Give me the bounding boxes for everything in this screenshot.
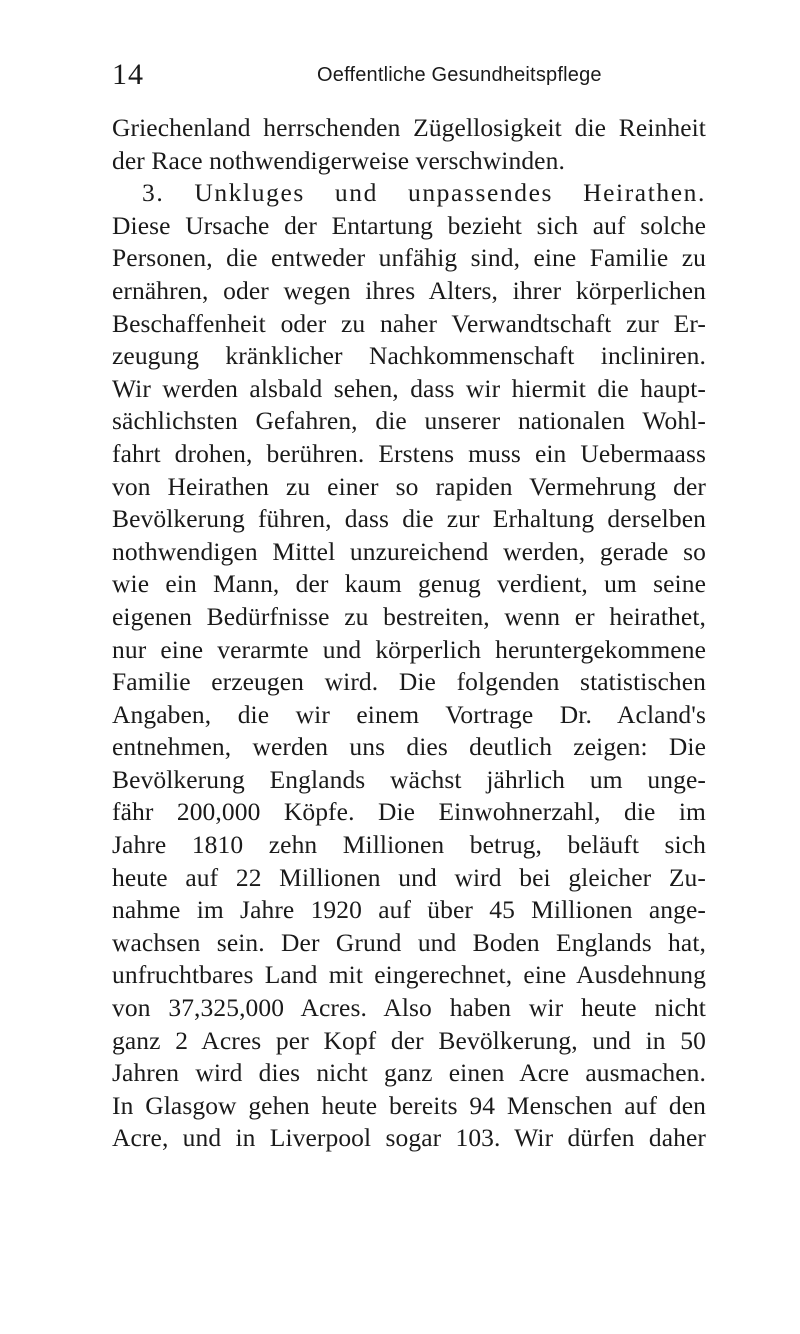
- text-line: unfruchtbares Land mit eingerechnet, eine Ausdehnung: [112, 960, 706, 990]
- text-line: nur eine verarmte und körperlich heruntergekommene: [112, 634, 706, 664]
- text-line: von 37,325,000 Acres. Also haben wir heute nicht: [112, 993, 706, 1023]
- text-line: fähr 200,000 Köpfe. Die Einwohnerzahl, die im: [112, 797, 706, 827]
- text-line: sächlichsten Gefahren, die unserer nationalen Wohl-: [112, 406, 706, 436]
- section-heading-line: 3. Unkluges und unpassendes Heirathen.: [142, 178, 706, 208]
- text-line: Angaben, die wir einem Vortrage Dr. Acland's: [112, 699, 706, 729]
- text-line: von Heirathen zu einer so rapiden Vermehrung der: [112, 471, 706, 501]
- text-line: nothwendigen Mittel unzureichend werden, gerade so: [112, 536, 706, 566]
- text-line: heute auf 22 Millionen und wird bei gleicher Zu-: [112, 862, 706, 892]
- page-number: 14: [112, 58, 144, 91]
- text-line: wie ein Mann, der kaum genug verdient, um seine: [112, 569, 706, 599]
- text-line: Acre, und in Liverpool sogar 103. Wir dürfen daher: [112, 1123, 706, 1153]
- text-line: zeugung kränklicher Nachkommenschaft incliniren.: [112, 341, 706, 371]
- page-header: [112, 56, 702, 96]
- body-text: [112, 112, 706, 1155]
- text-line: In Glasgow gehen heute bereits 94 Menschen auf den: [112, 1090, 706, 1120]
- text-line: ernähren, oder wegen ihres Alters, ihrer körperlichen: [112, 275, 706, 305]
- text-line: fahrt drohen, berühren. Erstens muss ein Uebermaass: [112, 438, 706, 468]
- text-line: Beschaffenheit oder zu naher Verwandtschaft zur Er-: [112, 308, 706, 338]
- text-line: Griechenland herrschenden Zügellosigkeit die Reinheit: [112, 113, 706, 142]
- text-line: Jahren wird dies nicht ganz einen Acre ausmachen.: [112, 1058, 706, 1088]
- text-line: nahme im Jahre 1920 auf über 45 Millionen ange-: [112, 895, 706, 925]
- text-line: Jahre 1810 zehn Millionen betrug, beläuft sich: [112, 830, 706, 860]
- text-line: eigenen Bedürfnisse zu bestreiten, wenn er heirathet,: [112, 601, 706, 631]
- text-line: Diese Ursache der Entartung bezieht sich auf solche: [112, 210, 706, 240]
- text-line: entnehmen, werden uns dies deutlich zeigen: Die: [112, 732, 706, 762]
- text-line: Bevölkerung Englands wächst jährlich um unge-: [112, 764, 706, 794]
- text-line: Wir werden alsbald sehen, dass wir hiermit die haupt-: [112, 373, 706, 403]
- text-line: ganz 2 Acres per Kopf der Bevölkerung, und in 50: [112, 1025, 706, 1055]
- text-line: wachsen sein. Der Grund und Boden Englands hat,: [112, 927, 706, 957]
- running-title: Oeffentliche Gesundheitspflege: [317, 64, 602, 86]
- text-line: Personen, die entweder unfähig sind, eine Familie zu: [112, 243, 706, 273]
- text-line: Familie erzeugen wird. Die folgenden statistischen: [112, 667, 706, 697]
- text-line: der Race nothwendigerweise verschwinden.: [112, 145, 565, 175]
- text-line: Bevölkerung führen, dass die zur Erhaltung derselben: [112, 504, 706, 534]
